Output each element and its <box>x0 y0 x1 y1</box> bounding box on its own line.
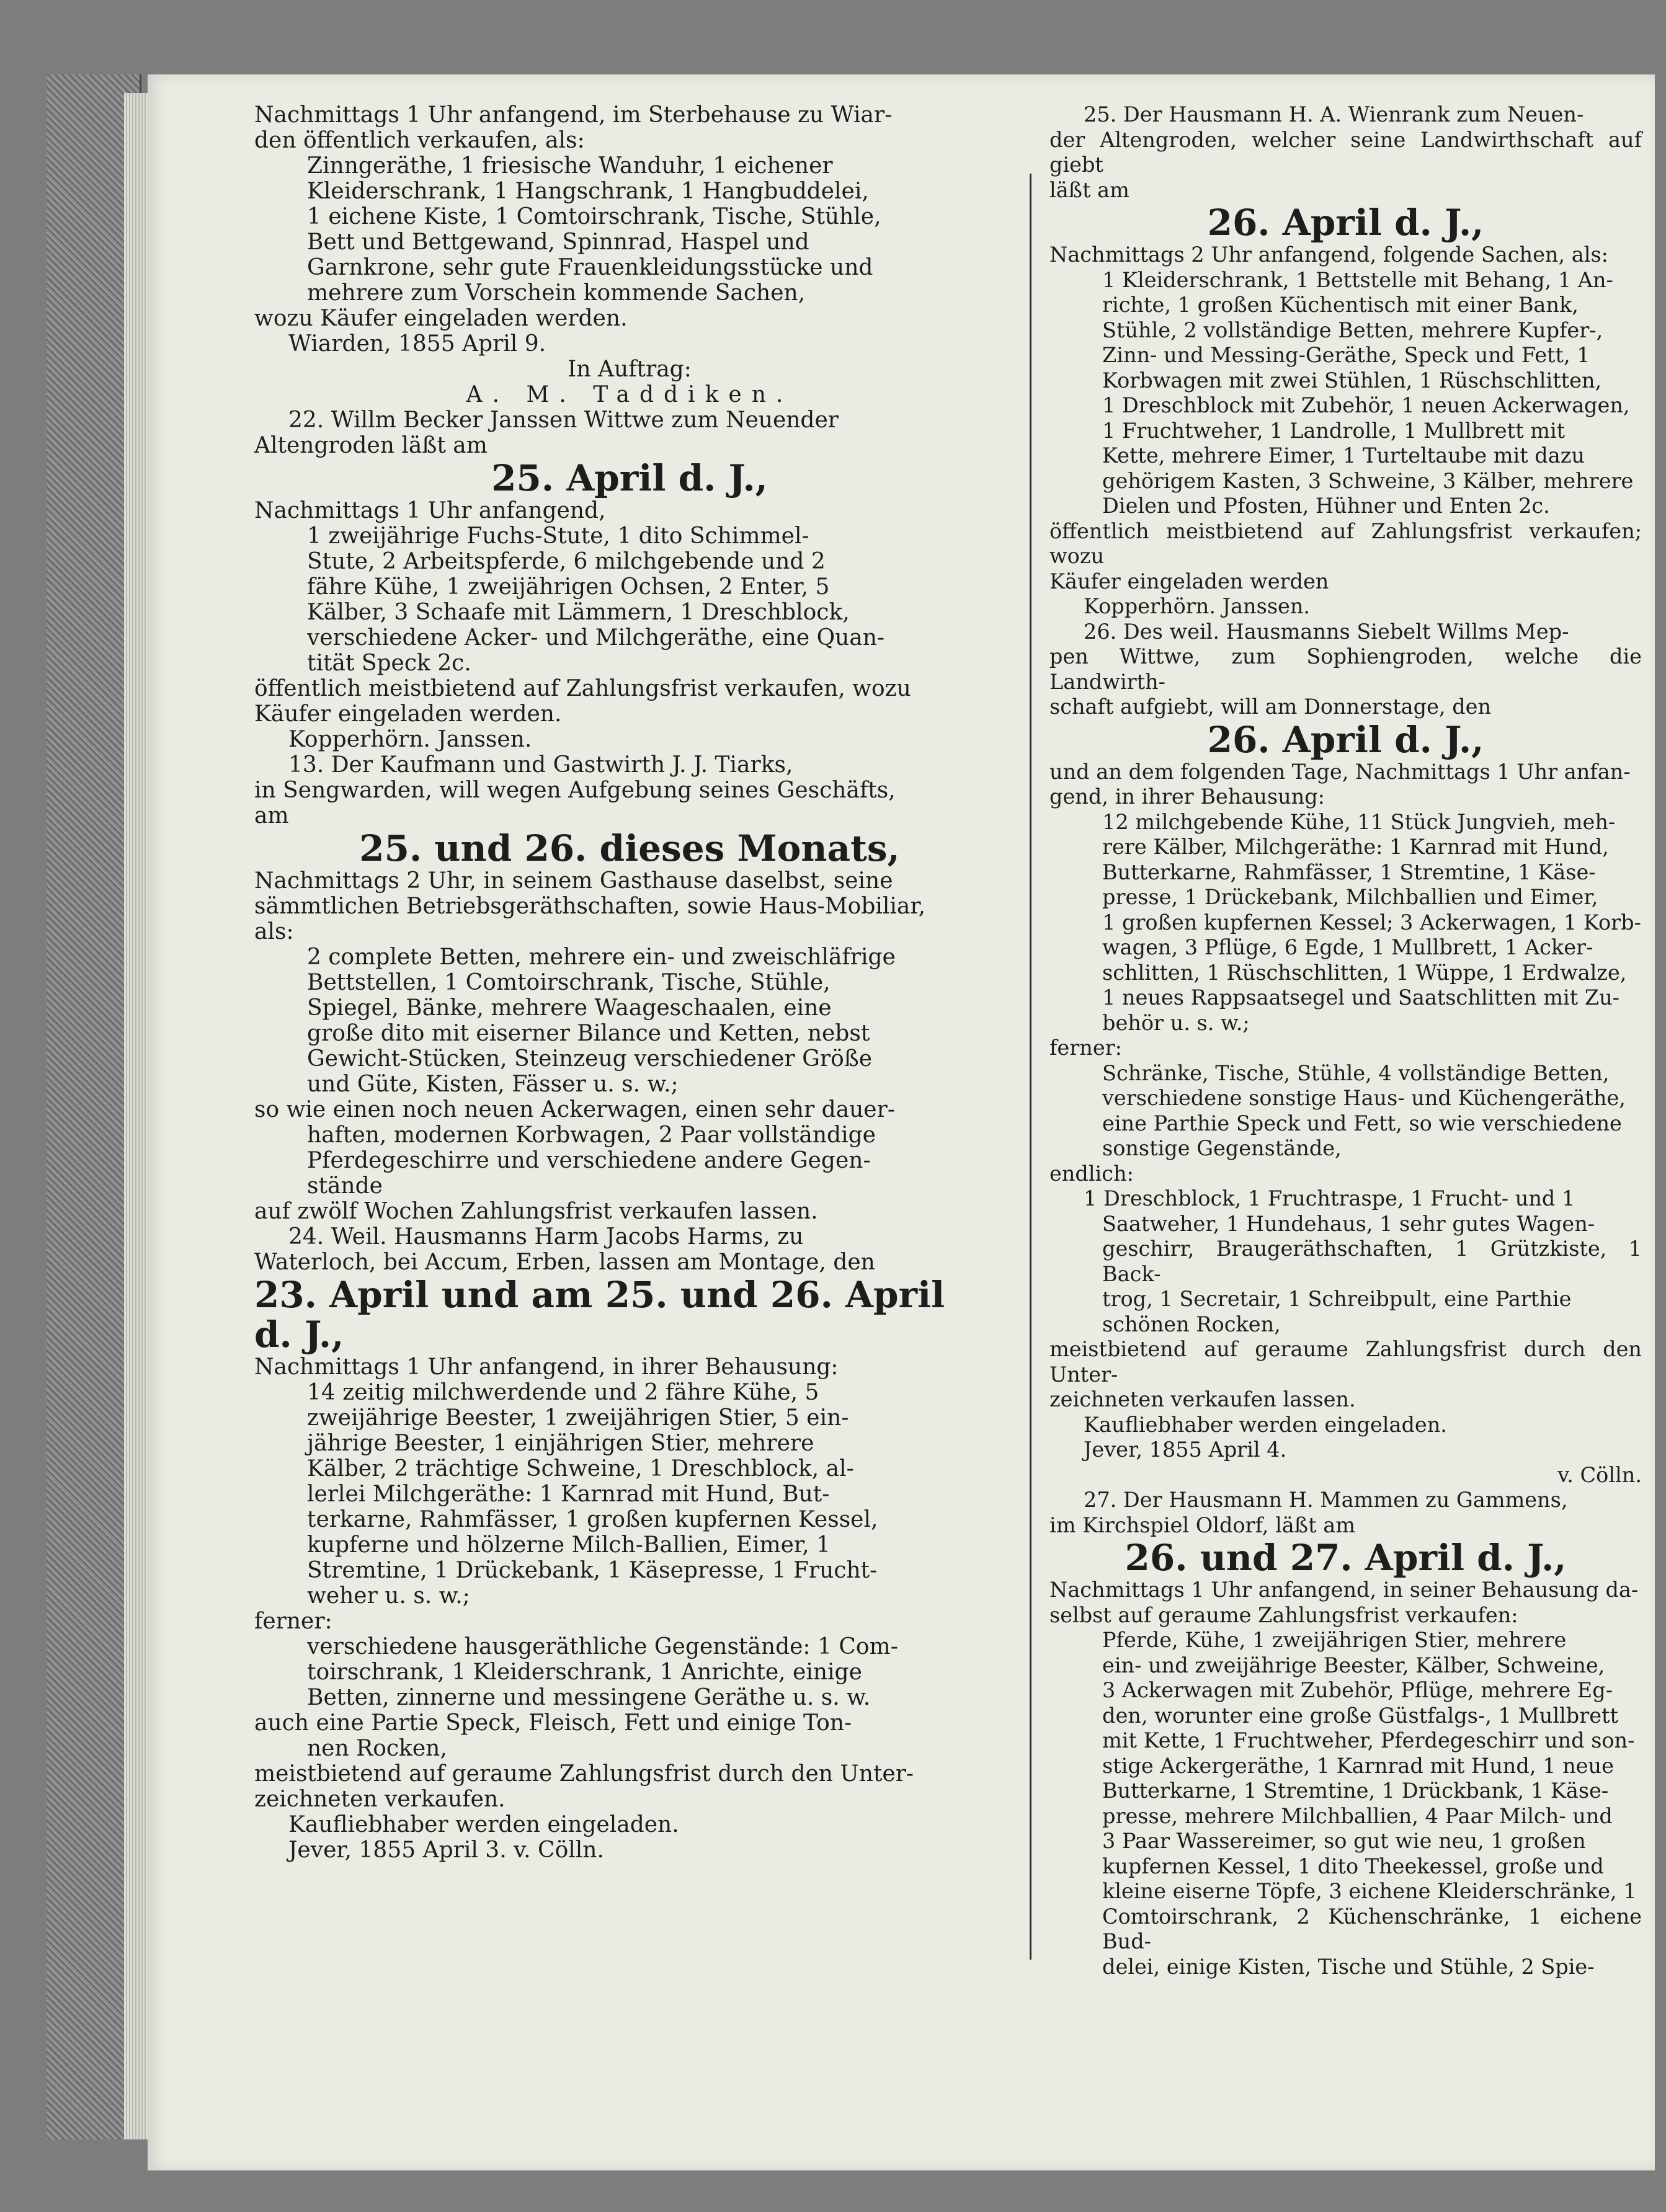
text-line: 1 eichene Kiste, 1 Comtoirschrank, Tische, Stühle, <box>307 204 881 229</box>
text-line: stige Ackergeräthe, 1 Karnrad mit Hund, 1 neue <box>1102 1753 1614 1778</box>
text-line: Comtoirschrank, 2 Küchenschränke, 1 eichene Bud- <box>1102 1904 1642 1953</box>
text-line: Saatweher, 1 Hundehaus, 1 sehr gutes Wagen- <box>1102 1211 1595 1236</box>
text-line: als: <box>254 919 294 944</box>
text-line: Nachmittags 2 Uhr anfangend, folgende Sachen, als: <box>1049 242 1608 267</box>
text-line: schaft aufgiebt, will am Donnerstage, den <box>1049 695 1492 719</box>
text-line: ferner: <box>254 1609 332 1634</box>
page-edges <box>124 93 150 2139</box>
text-line: läßt am <box>1049 177 1129 202</box>
text-line: toirschrank, 1 Kleiderschrank, 1 Anrichte, einige <box>307 1659 862 1685</box>
text-line: öffentlich meistbietend auf Zahlungsfrist verkaufen; wozu <box>1049 518 1642 568</box>
auction-date-heading: 25. April d. J., <box>491 457 768 499</box>
text-line: Kälber, 2 trächtige Schweine, 1 Dreschblock, al- <box>307 1456 854 1481</box>
text-line: Stremtine, 1 Drückebank, 1 Käsepresse, 1 Frucht- <box>307 1558 878 1583</box>
text-line: verschiedene hausgeräthliche Gegenstände: 1 Com- <box>307 1634 898 1659</box>
text-line: der Altengroden, welcher seine Landwirthschaft auf giebt <box>1049 127 1642 177</box>
text-line: meistbietend auf geraume Zahlungsfrist durch den Unter- <box>254 1761 914 1787</box>
text-line: zeichneten verkaufen lassen. <box>1049 1387 1356 1411</box>
text-line: den, worunter eine große Güstfalgs-, 1 Mullbrett <box>1102 1703 1618 1728</box>
text-line: so wie einen noch neuen Ackerwagen, einen sehr dauer- <box>254 1097 895 1122</box>
text-line: Dielen und Pfosten, Hühner und Enten 2c. <box>1102 494 1550 518</box>
text-line: 1 Dreschblock mit Zubehör, 1 neuen Ackerwagen, <box>1102 393 1630 417</box>
text-line: gend, in ihrer Behausung: <box>1049 784 1325 809</box>
text-line: Zinn- und Messing-Geräthe, Speck und Fett, 1 <box>1102 343 1590 367</box>
text-line: eine Parthie Speck und Fett, so wie verschiedene <box>1102 1111 1622 1135</box>
text-line: selbst auf geraume Zahlungsfrist verkaufen: <box>1049 1602 1518 1627</box>
text-line: Gewicht-Stücken, Steinzeug verschiedener Größe <box>307 1046 873 1072</box>
text-line: kupfernen Kessel, 1 dito Theekessel, große und <box>1102 1854 1604 1878</box>
text-line: öffentlich meistbietend auf Zahlungsfrist verkaufen, wozu <box>254 676 911 701</box>
text-line: Wiarden, 1855 April 9. <box>288 331 546 357</box>
text-line: Jever, 1855 April 3. v. Cölln. <box>288 1837 604 1863</box>
text-line: im Kirchspiel Oldorf, läßt am <box>1049 1512 1355 1537</box>
text-line: Butterkarne, Rahmfässer, 1 Stremtine, 1 Käse- <box>1102 859 1596 884</box>
text-line: fähre Kühe, 1 zweijährigen Ochsen, 2 Enter, 5 <box>307 574 830 600</box>
text-line: wagen, 3 Pflüge, 6 Egde, 1 Mullbrett, 1 Acker- <box>1102 935 1593 959</box>
text-line: behör u. s. w.; <box>1102 1010 1250 1035</box>
text-line: Nachmittags 1 Uhr anfangend, <box>254 498 606 523</box>
text-line: Kleiderschrank, 1 Hangschrank, 1 Hangbuddelei, <box>307 179 869 204</box>
text-line: sonstige Gegenstände, <box>1102 1136 1342 1160</box>
text-line: kupferne und hölzerne Milch-Ballien, Eimer, 1 <box>307 1532 831 1558</box>
text-line: endlich: <box>1049 1161 1134 1186</box>
text-line: presse, 1 Drückebank, Milchballien und Eimer, <box>1102 885 1598 909</box>
text-line: Butterkarne, 1 Stremtine, 1 Drückbank, 1 Käse- <box>1102 1779 1609 1803</box>
text-line: 2 complete Betten, mehrere ein- und zweischläfrige <box>307 944 896 970</box>
text-line: 3 Ackerwagen mit Zubehör, Pflüge, mehrere Eg- <box>1102 1678 1613 1702</box>
text-line: große dito mit eiserner Bilance und Ketten, nebst <box>307 1021 870 1046</box>
text-line: Stute, 2 Arbeitspferde, 6 milchgebende und 2 <box>307 549 826 574</box>
text-line: pen Wittwe, zum Sophiengroden, welche die Landwirth- <box>1049 644 1642 694</box>
text-line: 22. Willm Becker Janssen Wittwe zum Neuender <box>288 407 839 433</box>
text-line: Kaufliebhaber werden eingeladen. <box>288 1812 679 1837</box>
text-line: 12 milchgebende Kühe, 11 Stück Jungvieh, meh- <box>1102 809 1616 834</box>
left-column <box>254 102 1005 1863</box>
text-line: delei, einige Kisten, Tische und Stühle, 2 Spie- <box>1102 1954 1595 1979</box>
text-line: kleine eiserne Töpfe, 3 eichene Kleiderschränke, 1 <box>1102 1879 1637 1903</box>
text-line: 25. Der Hausmann H. A. Wienrank zum Neuen- <box>1084 102 1584 127</box>
text-line: Korbwagen mit zwei Stühlen, 1 Rüschschlitten, <box>1102 368 1602 393</box>
text-line: 1 zweijährige Fuchs-Stute, 1 dito Schimmel- <box>307 523 809 549</box>
text-line: in Sengwarden, will wegen Aufgebung seines Geschäfts, <box>254 778 896 803</box>
text-line: Nachmittags 1 Uhr anfangend, in ihrer Behausung: <box>254 1354 839 1380</box>
text-line: In Auftrag: <box>568 357 692 382</box>
text-line: 24. Weil. Hausmanns Harm Jacobs Harms, zu <box>288 1224 804 1250</box>
text-line: Waterloch, bei Accum, Erben, lassen am Montage, den <box>254 1250 875 1275</box>
text-line: lerlei Milchgeräthe: 1 Karnrad mit Hund, But- <box>307 1481 830 1507</box>
text-line: 1 großen kupfernen Kessel; 3 Ackerwagen, 1 Korb- <box>1102 910 1641 935</box>
auction-date-heading: 25. und 26. dieses Monats, <box>359 827 900 869</box>
text-line: Garnkrone, sehr gute Frauenkleidungsstücke und <box>307 255 873 280</box>
text-line: verschiedene Acker- und Milchgeräthe, eine Quan- <box>307 625 885 651</box>
text-line: Pferdegeschirre und verschiedene andere Gegen- <box>307 1148 871 1173</box>
text-line: den öffentlich verkaufen, als: <box>254 128 585 153</box>
text-line: 3 Paar Wassereimer, so gut wie neu, 1 großen <box>1102 1829 1586 1853</box>
auction-date-heading: 26. und 27. April d. J., <box>1125 1537 1567 1579</box>
text-line: verschiedene sonstige Haus- und Küchengeräthe, <box>1102 1086 1626 1110</box>
text-line: Spiegel, Bänke, mehrere Waageschaalen, eine <box>307 995 832 1021</box>
text-line: Kopperhörn. Janssen. <box>288 727 532 752</box>
text-line: sämmtlichen Betriebsgeräthschaften, sowie Haus-Mobiliar, <box>254 894 926 919</box>
text-line: Käufer eingeladen werden. <box>254 701 562 727</box>
text-line: stände <box>307 1173 383 1199</box>
text-line: A. M. Taddiken. <box>466 382 793 407</box>
text-line: presse, mehrere Milchballien, 4 Paar Milch- und <box>1102 1803 1613 1828</box>
text-line: meistbietend auf geraume Zahlungsfrist durch den Unter- <box>1049 1337 1642 1387</box>
auction-date-heading: 26. April d. J., <box>1207 718 1484 761</box>
text-line: richte, 1 großen Küchentisch mit einer Bank, <box>1102 293 1579 317</box>
text-line: zweijährige Beester, 1 zweijährigen Stier, 5 ein- <box>307 1405 849 1431</box>
text-line: 1 neues Rappsaatsegel und Saatschlitten mit Zu- <box>1102 985 1619 1010</box>
text-line: Pferde, Kühe, 1 zweijährigen Stier, mehrere <box>1102 1628 1567 1652</box>
text-line: 1 Kleiderschrank, 1 Bettstelle mit Behang, 1 An- <box>1102 267 1613 292</box>
text-line: mit Kette, 1 Fruchtweher, Pferdegeschirr und son- <box>1102 1728 1635 1752</box>
text-line: Stühle, 2 vollständige Betten, mehrere Kupfer-, <box>1102 318 1603 342</box>
text-line: geschirr, Braugeräthschaften, 1 Grützkiste, 1 Back- <box>1102 1237 1642 1286</box>
text-line: auch eine Partie Speck, Fleisch, Fett und einige Ton- <box>254 1710 852 1736</box>
text-line: Betten, zinnerne und messingene Geräthe u. s. w. <box>307 1685 871 1710</box>
text-line: Zinngeräthe, 1 friesische Wanduhr, 1 eichener <box>307 153 833 179</box>
text-line: ein- und zweijährige Beester, Kälber, Schweine, <box>1102 1653 1605 1677</box>
text-line: tität Speck 2c. <box>307 651 471 676</box>
text-line: gehörigem Kasten, 3 Schweine, 3 Kälber, mehrere <box>1102 468 1634 493</box>
text-line: jährige Beester, 1 einjährigen Stier, mehrere <box>307 1431 814 1456</box>
auction-date-heading: d. J., <box>254 1313 344 1356</box>
text-line: Jever, 1855 April 4. <box>1084 1437 1287 1462</box>
text-line: nen Rocken, <box>307 1736 447 1761</box>
text-line: Bett und Bettgewand, Spinnrad, Haspel und <box>307 229 809 255</box>
text-line: 14 zeitig milchwerdende und 2 fähre Kühe, 5 <box>307 1380 819 1405</box>
text-line: zeichneten verkaufen. <box>254 1787 506 1812</box>
right-column <box>1049 102 1642 1979</box>
auction-date-heading: 26. April d. J., <box>1207 202 1484 244</box>
text-line: mehrere zum Vorschein kommende Sachen, <box>307 280 806 306</box>
text-line: Nachmittags 2 Uhr, in seinem Gasthause daselbst, seine <box>254 868 893 894</box>
text-line: terkarne, Rahmfässer, 1 großen kupfernen Kessel, <box>307 1507 878 1532</box>
text-line: rere Kälber, Milchgeräthe: 1 Karnrad mit Hund, <box>1102 835 1609 859</box>
text-line: 26. Des weil. Hausmanns Siebelt Willms Mep- <box>1084 619 1569 644</box>
text-line: v. Cölln. <box>1557 1462 1642 1487</box>
text-line: schlitten, 1 Rüschschlitten, 1 Wüppe, 1 Erdwalze, <box>1102 960 1627 985</box>
text-line: Kaufliebhaber werden eingeladen. <box>1084 1412 1447 1437</box>
text-line: und Güte, Kisten, Fässer u. s. w.; <box>307 1072 679 1097</box>
text-line: weher u. s. w.; <box>307 1583 470 1609</box>
text-line: am <box>254 803 289 828</box>
text-line: 27. Der Hausmann H. Mammen zu Gammens, <box>1084 1488 1568 1512</box>
text-line: 13. Der Kaufmann und Gastwirth J. J. Tiarks, <box>288 752 793 778</box>
text-line: auf zwölf Wochen Zahlungsfrist verkaufen lassen. <box>254 1199 818 1224</box>
text-line: und an dem folgenden Tage, Nachmittags 1 Uhr anfan- <box>1049 759 1631 784</box>
text-line: 1 Dreschblock, 1 Fruchtraspe, 1 Frucht- und 1 <box>1084 1186 1575 1210</box>
column-divider <box>1030 174 1031 1960</box>
text-line: Altengroden läßt am <box>254 433 488 458</box>
text-line: schönen Rocken, <box>1102 1312 1281 1336</box>
text-line: Kopperhörn. Janssen. <box>1084 594 1311 618</box>
auction-date-heading: 23. April und am 25. und 26. April <box>254 1274 945 1316</box>
text-line: wozu Käufer eingeladen werden. <box>254 306 628 331</box>
text-line: 1 Fruchtweher, 1 Landrolle, 1 Mullbrett mit <box>1102 418 1566 443</box>
text-line: Nachmittags 1 Uhr anfangend, in seiner Behausung da- <box>1049 1578 1639 1602</box>
text-line: haften, modernen Korbwagen, 2 Paar vollständige <box>307 1122 876 1148</box>
text-line: ferner: <box>1049 1036 1122 1060</box>
text-line: Bettstellen, 1 Comtoirschrank, Tische, Stühle, <box>307 970 831 995</box>
text-line: Nachmittags 1 Uhr anfangend, im Sterbehause zu Wiar- <box>254 102 893 128</box>
text-line: trog, 1 Secretair, 1 Schreibpult, eine Parthie <box>1102 1287 1572 1311</box>
text-line: Kette, mehrere Eimer, 1 Turteltaube mit dazu <box>1102 443 1585 468</box>
text-line: Käufer eingeladen werden <box>1049 569 1329 593</box>
text-line: Schränke, Tische, Stühle, 4 vollständige Betten, <box>1102 1060 1610 1085</box>
text-line: Kälber, 3 Schaafe mit Lämmern, 1 Dreschblock, <box>307 600 850 625</box>
